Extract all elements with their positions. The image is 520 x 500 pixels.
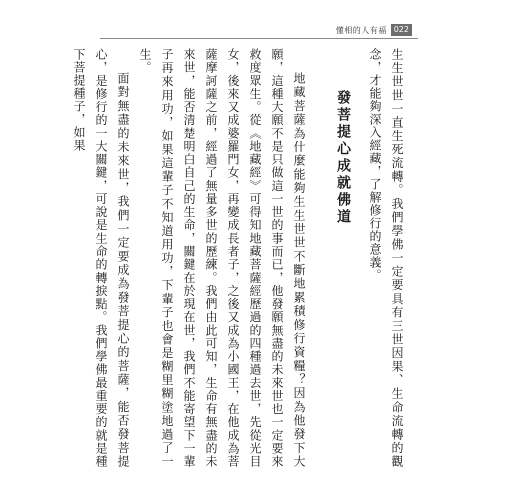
- intro-paragraph: 生生世世一直生死流轉。我們學佛一定要具有三世因果、生命流轉的觀念，才能夠深入經藏，了解修行的意義。: [368, 48, 404, 468]
- running-header-title: 懂相的人有福: [335, 25, 387, 35]
- page-number: 022: [391, 24, 412, 36]
- section-title: 發菩提心成就佛道: [335, 90, 351, 226]
- body-paragraph-1: 地藏菩薩為什麼能夠生生世世不斷地累積修行資糧？因為他發下大願，這種大願不是只做這一世的事而已，他發願無盡的未來世也一定要來救度眾生。從《地藏經》可得知地藏菩薩經歷過的四種過去世，先從光目女，後來又成婆羅門女，再變成長者子，之後又成為小國王，在他成為菩薩摩訶薩之前，經過了無量多世的歷練。我們由此可知，生命有無盡的未來世，能否清楚明白自己的生命，關鍵在於現在世，我們不能寄望下一輩子再來用功，如果這輩子不知道用功，下輩子也會是糊里糊塗地過了一生。: [138, 48, 306, 468]
- running-header: [336, 24, 412, 36]
- body-paragraph-2: 面對無盡的未來世，我們一定要成為發菩提心的菩薩，能否發菩提心，是修行的一大關鍵，可說是生命的轉捩點。我們學佛最重要的就是種下菩提種子，如果: [72, 48, 130, 468]
- vertical-body-text: [68, 48, 408, 468]
- header-divider: [100, 38, 418, 39]
